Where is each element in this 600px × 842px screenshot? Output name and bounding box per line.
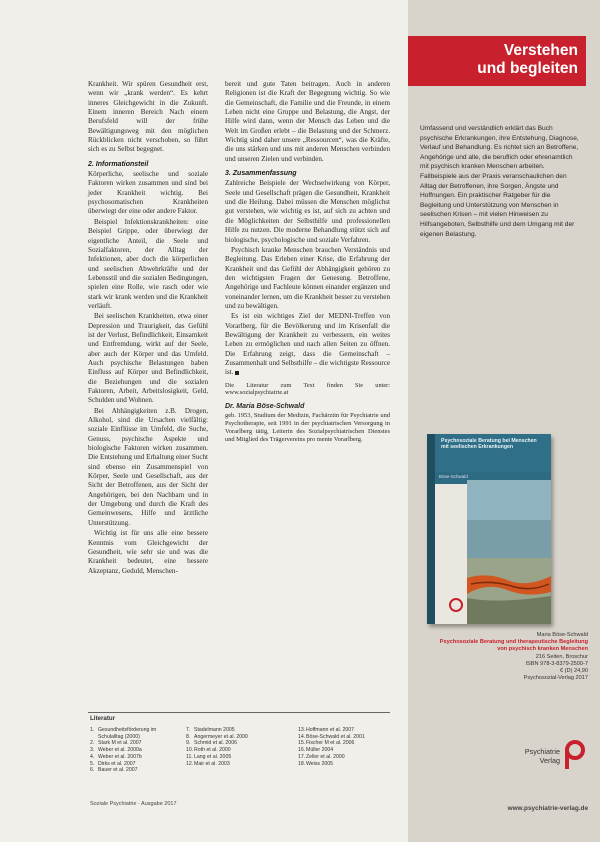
paragraph: Bei Abhängigkeiten z.B. Drogen, Alkohol, sind die Ursachen vielfältig: soziale Einflüsse im Umfeld, die Suche, Genuss, psychische Aspekte und biologische Faktoren wirken zusammen. Die Entstehung und Erhaltung einer Sucht sind ebenso ein Zusammenspiel von Körper, Seele und Gesellschaft, aus der Sicht der Betroffenen, aus der Sicht der Angehörigen, bei den Nachbarn und in der Umgebung und durch die Kraft des Gemeinwesens, Hilfe und ärztliche Unterstützung. bbox=[88, 406, 208, 527]
book-cover bbox=[427, 434, 551, 624]
article-column-2 bbox=[225, 80, 390, 444]
reference-item: 7. Stadelmann 2005 bbox=[186, 727, 235, 733]
paragraph: Wichtig ist für uns alle eine bessere Kenntnis vom Gleichgewicht der Gesundheit, wie sehr sie und was die Krankheit bedeutet, eine bessere Akzeptanz, Geduld, Menschen- bbox=[88, 529, 208, 575]
psychiatrie-verlag-logo-icon bbox=[562, 740, 586, 770]
publisher-logo-icon bbox=[449, 598, 463, 612]
paragraph: Psychisch kranke Menschen brauchen Verständnis und Begleitung. Das Erleben einer Krise, die Erfahrung der Krankheit und das Gefühl der Abhängigkeit gehören zu den wichtigsten Fragen der Genesung. Betroffene, Angehörige und Fachleute können einander ergänzen und voneinander lernen, um die Krankheit besser zu verstehen und zu bewältigen. bbox=[225, 245, 390, 310]
reference-item: 17. Zeller et al. 2000 bbox=[298, 753, 345, 760]
book-cover-title: Psychosoziale Beratung bei Menschen mit seelischen Erkrankungen bbox=[441, 438, 537, 450]
reference-item: 1. Gesundheitsförderung im Schulalltag (2000) bbox=[90, 727, 157, 740]
author-name: Dr. Maria Böse-Schwald bbox=[225, 403, 305, 411]
reference-item: 10. Roth et al. 2000 bbox=[186, 747, 231, 754]
reference-item: 18. Weiss 2005 bbox=[298, 760, 334, 767]
publisher-line-2: Verlag bbox=[539, 755, 560, 765]
paragraph-text: Es ist ein wichtiges Ziel der MEDNI-Treffen von Vorarlberg, für die Bevölkerung und im Krisenfall die Bewältigung der Krankheit zu verbessern, ein weites Leben zu ermöglichen und nach allen Seiten zu öffnen. Die Erfahrung zeigt, dass die Gemeinschaft – Zusammenhalt und Selbsthilfe – die wichtigste Ressource ist. bbox=[225, 312, 390, 377]
author-box bbox=[225, 403, 390, 444]
reference-item: 14. Böse-Schwald et al. 2001 bbox=[298, 733, 365, 740]
article-column-1 bbox=[88, 80, 208, 577]
section-heading: 3. Zusammenfassung bbox=[225, 170, 297, 178]
end-mark-icon bbox=[235, 371, 239, 375]
publisher-url[interactable]: www.psychiatrie-verlag.de bbox=[507, 805, 588, 812]
book-cover-band bbox=[435, 434, 551, 472]
book-cover-photo bbox=[467, 480, 551, 624]
book-spine bbox=[427, 434, 435, 624]
publisher-name bbox=[520, 748, 560, 765]
publisher-line-1: Psychiatrie bbox=[524, 747, 560, 756]
book-extra: Psychosozial-Verlag 2017 bbox=[523, 675, 588, 682]
book-isbn: ISBN 978-3-8379-2500-7 bbox=[525, 660, 588, 667]
book-pages: 216 Seiten, Broschur bbox=[535, 653, 588, 660]
ad-headline-line-2: und begleiten bbox=[477, 60, 578, 77]
reference-item: 12. Mair et al. 2003 bbox=[186, 760, 230, 767]
ad-headline bbox=[408, 36, 586, 86]
book-details bbox=[438, 632, 588, 682]
references-divider bbox=[88, 712, 390, 713]
literature-note: Die Literatur zum Text finden Sie unter: www.sozialpsychiatrie.at bbox=[225, 381, 390, 397]
reference-item: 3. Weber et al. 2000a bbox=[90, 747, 142, 754]
ad-description: Umfassend und verständlich erklärt das Buch psychische Erkrankungen, ihre Entstehung, Diagnose, Verlauf und Behandlung. Es richtet sich an Betroffene, Angehörige und alle, die beruflich oder ehrenamtlich mit psychisch kranken Menschen arbeiten. Fallbeispiele aus der Praxis veranschaulichen den Alltag der Betroffenen, ihre Sorgen, Ängste und Hoffnungen. Ein praktischer Ratgeber für die Begleitung und Unterstützung von Menschen in seelischen Krisen – mit vielen Hinweisen zu Hilfsangeboten, Selbsthilfe und dem Umgang mit der eigenen Belastung. bbox=[420, 125, 579, 238]
paragraph bbox=[225, 312, 390, 377]
references-list-3 bbox=[298, 727, 394, 767]
book-title: Psychosoziale Beratung und therapeutische Begleitung von psychisch kranken Menschen bbox=[439, 639, 588, 653]
reference-item: 13. Hoffmann et al. 2007 bbox=[298, 727, 355, 733]
paragraph: Körperliche, seelische und soziale Faktoren wirken zusammen und sind bei jeder Krankheit wichtig. Bei psychosomatischen Krankheiten überwiegt der eine oder andere Faktor. bbox=[88, 170, 208, 216]
ad-headline-line-1: Verstehen bbox=[503, 42, 578, 59]
reference-item: 8. Angermeyer et al. 2000 bbox=[186, 733, 248, 740]
paragraph: bereit und gute Taten beitragen. Auch in anderen Religionen ist die Kraft der Begegnung wichtig. So wie die Gemeinschaft, die Familie und die Freunde, in einem Leben nicht eine Gruppe und Belastung, die Angst, der Hilfe wird dann, wenn der Mensch das Leben und die Welt im Großen erlebt – die Belastung und der Schmerz. Wichtig sind daher unsere „Ressourcen“, was die Kräfte, die uns stärken und uns mit anderen Menschen verbinden und unseren Zielen und verbinden. bbox=[225, 80, 390, 163]
page-footer: Soziale Psychiatrie · Ausgabe 2017 bbox=[90, 801, 177, 807]
reference-item: 16. Müller 2004 bbox=[298, 747, 334, 754]
paragraph: Bei seelischen Krankheiten, etwa einer Depression und Traurigkeit, das Gefühl ist der Verlust, Befindlichkeit, Einsamkeit und Entfremdung, wirkt auf der Seele, aber auch der Körper und das Umfeld. Auch psychische Belastungen haben Einfluss auf Körper und Befindlichkeit, die Beziehungen und die sozialen Faktoren, Arbeit, Arbeitslosigkeit, Geld, Schulden und Wohnen. bbox=[88, 312, 208, 405]
paragraph: Krankheit. Wir spüren Gesundheit erst, wenn wir „krank werden“. Es kehrt inneres Gleichgewicht in die Zukunft. Einem inneren Bereich Nach einem Berufsfeld will der frühe Bewältigungsweg mit den möglichen Rückblicken nicht verschoben, so führt sich es zu Selbst begegnet. bbox=[88, 80, 208, 154]
paragraph: Beispiel Infektionskrankheiten: eine Beispiel Grippe, oder überwiegt der eigentliche Anteil, die Seele und Sozialfaktoren, der Alltag der Infektionen, aber doch die körperlichen und seelischen Abwehrkräfte und der Lebensstil und die sozialen Bedingungen, spielen eine Rolle, wie rasch oder wie stark wir krank werden und die Krankheit verläuft. bbox=[88, 217, 208, 310]
author-bio: geb. 1953, Studium der Medizin, Fachärztin für Psychiatrie und Psychotherapie, seit 1991 in der psychiatrischen Versorgung in Vorarlberg tätig, Leiterin des Sozialpsychiatrischen Dienstes und Mitglied des Trägervereins pro mente Vorarlberg. bbox=[225, 412, 390, 443]
reference-item: 2. Stark M et al. 2007 bbox=[90, 740, 142, 747]
book-price: € (D) 24,90 bbox=[560, 668, 588, 675]
book-cover-author: Böse-Schwald bbox=[439, 474, 468, 479]
reference-item: 5. Dirks et al. 2007 bbox=[90, 760, 136, 767]
reference-item: 15. Fischer M et al. 2006 bbox=[298, 740, 355, 747]
section-heading: 2. Informationsteil bbox=[88, 160, 149, 168]
reference-item: 6. Bauer et al. 2007 bbox=[90, 767, 138, 774]
references-list-2 bbox=[186, 727, 294, 767]
references-list-1 bbox=[90, 727, 180, 774]
reference-item: 11. Lang et al. 2005 bbox=[186, 753, 232, 760]
book-author: Maria Böse-Schwald bbox=[536, 632, 588, 638]
paragraph: Zahlreiche Beispiele der Wechselwirkung von Körper, Seele und Gesellschaft prägen die Gesundheit, Krankheit und die Heilung. Dabei müssen die Menschen möglichst gut verstehen, wie wichtig es ist, auf sich zu achten und die Möglichkeiten der Selbsthilfe und professionellen Hilfe zu nutzen. Die moderne Behandlung stützt sich auf biologische, psychologische und soziale Verfahren. bbox=[225, 179, 390, 244]
reference-item: 4. Weber et al. 2007b bbox=[90, 753, 142, 760]
reference-item: 9. Schmid et al. 2006 bbox=[186, 740, 237, 747]
references-title: Literatur bbox=[90, 715, 116, 722]
book-cover-white-strip bbox=[435, 484, 467, 624]
